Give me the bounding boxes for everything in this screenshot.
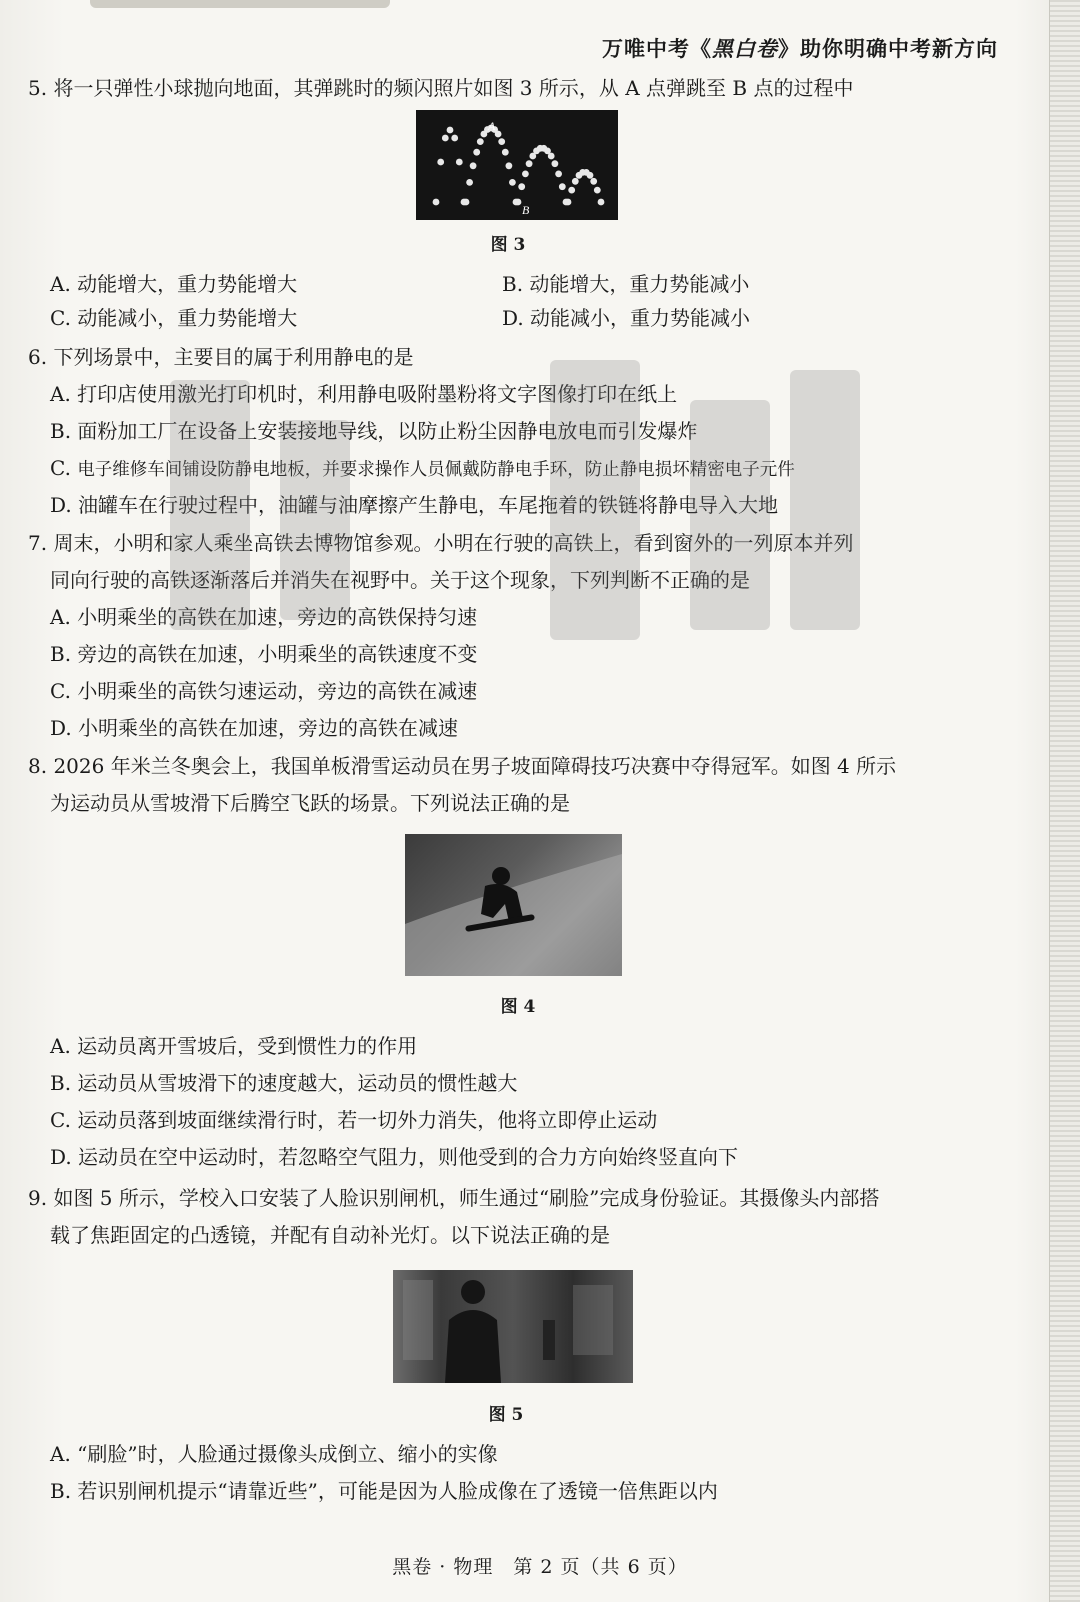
ball-position — [522, 171, 529, 178]
q9-option-a-text: “刷脸”时，人脸通过摄像头成倒立、缩小的实像 — [77, 1442, 498, 1466]
q9-stem-line-1: 9. 如图 5 所示，学校入口安装了人脸识别闸机，师生通过“刷脸”完成身份验证。其摄像头内部搭 — [28, 1186, 880, 1210]
ball-position — [509, 179, 516, 186]
ball-position — [451, 135, 458, 142]
figure-4-snowboarder — [405, 834, 622, 976]
q9-option-b — [50, 1477, 718, 1505]
q7-option-d-text: 小明乘坐的高铁在加速，旁边的高铁在减速 — [78, 716, 459, 740]
ball-position — [495, 131, 502, 138]
q8-option-c — [50, 1106, 657, 1134]
ball-position — [518, 183, 525, 190]
q7-stem-line-1: 7. 周末，小明和家人乘坐高铁去博物馆参观。小明在行驶的高铁上，看到窗外的一列原本并列 — [28, 531, 854, 555]
ball-position — [552, 160, 559, 167]
header-brand: 黑白卷 — [712, 36, 778, 61]
ball-position — [456, 159, 463, 166]
q9-option-b-letter: B. — [50, 1479, 72, 1503]
figure-3-caption: 图 3 — [490, 235, 526, 255]
q7-option-b-letter: B. — [50, 642, 72, 666]
ball-position — [598, 199, 605, 206]
q7-stem-line-2: 同向行驶的高铁逐渐落后并消失在视野中。关于这个现象，下列判断不正确的是 — [50, 568, 750, 592]
ball-position — [498, 138, 505, 145]
q5-option-b-letter: B. — [502, 272, 524, 296]
q6-option-c-text: 电子维修车间铺设防静电地板，并要求操作人员佩戴防静电手环，防止静电损坏精密电子元件 — [77, 460, 795, 480]
q9-option-a-letter: A. — [50, 1442, 71, 1466]
ball-position — [587, 172, 594, 179]
q5-stem: 5. 将一只弹性小球抛向地面，其弹跳时的频闪照片如图 3 所示，从 A 点弹跳至 B 点的过程中 — [28, 76, 854, 100]
q5-option-c-letter: C. — [50, 306, 71, 330]
q5-option-a-letter: A. — [50, 272, 71, 296]
figure-3-bouncing-ball — [416, 110, 618, 220]
q7-option-a-letter: A. — [50, 605, 71, 629]
q9-option-a — [50, 1440, 498, 1468]
ball-position — [590, 178, 597, 185]
q5-option-a-text: 动能增大，重力势能增大 — [77, 272, 298, 296]
header-prefix: 万唯中考《 — [602, 36, 712, 61]
q8-option-c-text: 运动员落到坡面继续滑行时，若一切外力消失，他将立即停止运动 — [77, 1108, 658, 1132]
q8-option-a-letter: A. — [50, 1034, 71, 1058]
q7-option-b-text: 旁边的高铁在加速，小明乘坐的高铁速度不变 — [77, 642, 478, 666]
ball-position — [548, 153, 555, 160]
ball-position — [502, 149, 509, 156]
ball-position — [433, 199, 440, 206]
ball-position — [526, 160, 533, 167]
bouncing-ball-photo — [416, 110, 618, 220]
q6-option-c-letter: C. — [50, 456, 71, 480]
ball-position — [470, 162, 477, 169]
figure-5-face-recognition-gate — [393, 1270, 633, 1383]
q8-option-d-letter: D. — [50, 1145, 72, 1169]
page-edge-top — [90, 0, 390, 8]
q5-option-b — [502, 270, 749, 298]
q7-option-c-text: 小明乘坐的高铁匀速运动，旁边的高铁在减速 — [77, 679, 478, 703]
q5-option-d — [502, 304, 750, 332]
q5-option-b-text: 动能增大，重力势能减小 — [529, 272, 750, 296]
q5-option-d-letter: D. — [502, 306, 524, 330]
q8-option-b-text: 运动员从雪坡滑下的速度越大，运动员的惯性越大 — [77, 1071, 518, 1095]
header-suffix: 》助你明确中考新方向 — [778, 36, 998, 61]
page-edge-right — [1049, 0, 1080, 1602]
ball-position — [442, 135, 449, 142]
q7-option-c-letter: C. — [50, 679, 71, 703]
q5-option-c — [50, 304, 297, 332]
q5-option-d-text: 动能减小，重力势能减小 — [530, 306, 751, 330]
q5-option-c-text: 动能减小，重力势能增大 — [77, 306, 298, 330]
q8-option-b — [50, 1069, 517, 1097]
q8-option-c-letter: C. — [50, 1108, 71, 1132]
q8-option-d — [50, 1143, 738, 1171]
q8-option-a — [50, 1032, 417, 1060]
q7-option-a-text: 小明乘坐的高铁在加速，旁边的高铁保持匀速 — [77, 605, 478, 629]
q9-stem-line-2: 载了焦距固定的凸透镜，并配有自动补光灯。以下说法正确的是 — [50, 1223, 610, 1247]
ball-position — [568, 187, 575, 194]
figure-5-caption: 图 5 — [488, 1405, 524, 1425]
q8-stem-line-2: 为运动员从雪坡滑下后腾空飞跃的场景。下列说法正确的是 — [50, 791, 570, 815]
q7-option-d — [50, 714, 458, 742]
q6-option-b-letter: B. — [50, 419, 72, 443]
ball-position — [594, 187, 601, 194]
ball-position — [473, 149, 480, 156]
ball-position — [572, 178, 579, 185]
q9-option-b-text: 若识别闸机提示“请靠近些”，可能是因为人脸成像在了透镜一倍焦距以内 — [77, 1479, 718, 1503]
point-a-label: A — [488, 119, 496, 133]
ball-position — [463, 199, 470, 206]
point-b-label: B — [522, 203, 530, 217]
q8-stem-line-1: 8. 2026 年米兰冬奥会上，我国单板滑雪运动员在男子坡面障碍技巧决赛中夺得冠军。如图 4 所示 — [28, 754, 897, 778]
ball-position — [466, 179, 473, 186]
ball-position — [555, 171, 562, 178]
q6-option-d-text: 油罐车在行驶过程中，油罐与油摩擦产生静电，车尾拖着的铁链将静电导入大地 — [78, 493, 779, 517]
figure-4-caption: 图 4 — [500, 997, 536, 1017]
q6-option-d-letter: D. — [50, 493, 72, 517]
ball-position — [559, 183, 566, 190]
page-header — [602, 33, 998, 63]
face-gate-photo — [393, 1270, 633, 1383]
q8-option-d-text: 运动员在空中运动时，若忽略空气阻力，则他受到的合力方向始终竖直向下 — [78, 1145, 739, 1169]
q6-stem: 6. 下列场景中，主要目的属于利用静电的是 — [28, 345, 414, 369]
ball-position — [506, 162, 513, 169]
q7-option-d-letter: D. — [50, 716, 72, 740]
ball-position — [565, 199, 572, 206]
q8-option-b-letter: B. — [50, 1071, 72, 1095]
ball-position — [447, 127, 454, 134]
ball-position — [477, 138, 484, 145]
watermark-stamp — [170, 360, 890, 660]
ball-position — [515, 199, 522, 206]
q5-option-a — [50, 270, 297, 298]
ball-position — [437, 159, 444, 166]
snowboarder-photo — [405, 834, 622, 976]
q6-option-a-letter: A. — [50, 382, 71, 406]
q6-option-a-text: 打印店使用激光打印机时，利用静电吸附墨粉将文字图像打印在纸上 — [77, 382, 678, 406]
page-footer: 黑卷 · 物理 第 2 页（共 6 页） — [392, 1556, 688, 1578]
q6-option-b-text: 面粉加工厂在设备上安装接地导线，以防止粉尘因静电放电而引发爆炸 — [77, 419, 698, 443]
q7-option-c — [50, 677, 477, 705]
q8-option-a-text: 运动员离开雪坡后，受到惯性力的作用 — [77, 1034, 418, 1058]
